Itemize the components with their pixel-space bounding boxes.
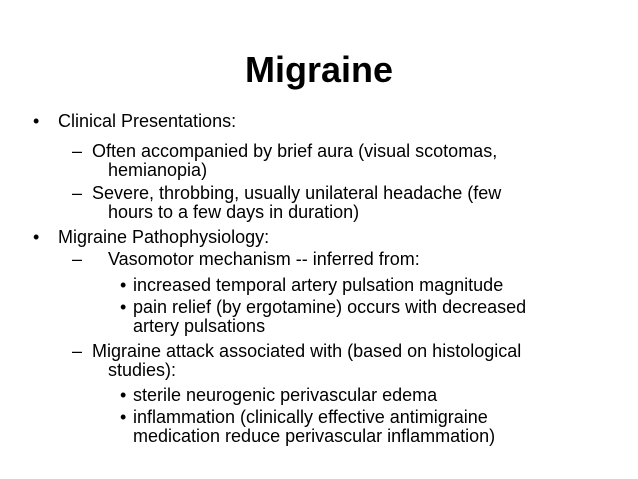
- bullet-item: [0, 228, 638, 250]
- bullet-marker: •: [33, 227, 40, 247]
- bullet-text: Migraine Pathophysiology:: [58, 227, 270, 247]
- bullet-marker: •: [120, 297, 127, 317]
- bullet-marker: •: [120, 275, 127, 295]
- sub-bullet-item: [0, 184, 638, 228]
- sub-sub-bullet-text-line1: pain relief (by ergotamine) occurs with decreased: [133, 297, 527, 317]
- bullet-item: [0, 112, 638, 142]
- sub-sub-bullet-text: increased temporal artery pulsation magnitude: [133, 275, 504, 295]
- slide-title: Migraine: [244, 49, 394, 90]
- sub-bullet-item: [0, 250, 638, 276]
- sub-sub-bullet-item: [0, 276, 638, 298]
- sub-sub-bullet-item: [0, 298, 638, 342]
- sub-bullet-text-line2: studies):: [108, 360, 177, 380]
- sub-bullet-text-line2: hemianopia): [108, 160, 208, 180]
- dash-marker: –: [72, 341, 83, 361]
- sub-bullet-text: Vasomotor mechanism -- inferred from:: [108, 249, 420, 269]
- sub-sub-bullet-text-line2: medication reduce perivascular inflammation): [133, 426, 496, 446]
- dash-marker: –: [72, 141, 83, 161]
- bullet-marker: •: [120, 407, 127, 427]
- sub-sub-bullet-text-line1: inflammation (clinically effective antimigraine: [133, 407, 488, 427]
- sub-sub-bullet-text: sterile neurogenic perivascular edema: [133, 385, 438, 405]
- sub-bullet-text-line1: Migraine attack associated with (based on histological: [92, 341, 522, 361]
- sub-sub-bullet-item: [0, 408, 638, 452]
- slide-body: [0, 112, 638, 452]
- dash-marker: –: [72, 183, 83, 203]
- bullet-marker: •: [120, 385, 127, 405]
- sub-bullet-text-line1: Often accompanied by brief aura (visual scotomas,: [92, 141, 498, 161]
- sub-bullet-item: [0, 342, 638, 386]
- bullet-marker: •: [33, 111, 40, 131]
- sub-bullet-item: [0, 142, 638, 184]
- dash-marker: –: [72, 249, 83, 269]
- sub-bullet-text-line1: Severe, throbbing, usually unilateral headache (few: [92, 183, 502, 203]
- sub-sub-bullet-text-line2: artery pulsations: [133, 316, 266, 336]
- sub-bullet-text-line2: hours to a few days in duration): [108, 202, 360, 222]
- bullet-text: Clinical Presentations:: [58, 111, 237, 131]
- sub-sub-bullet-item: [0, 386, 638, 408]
